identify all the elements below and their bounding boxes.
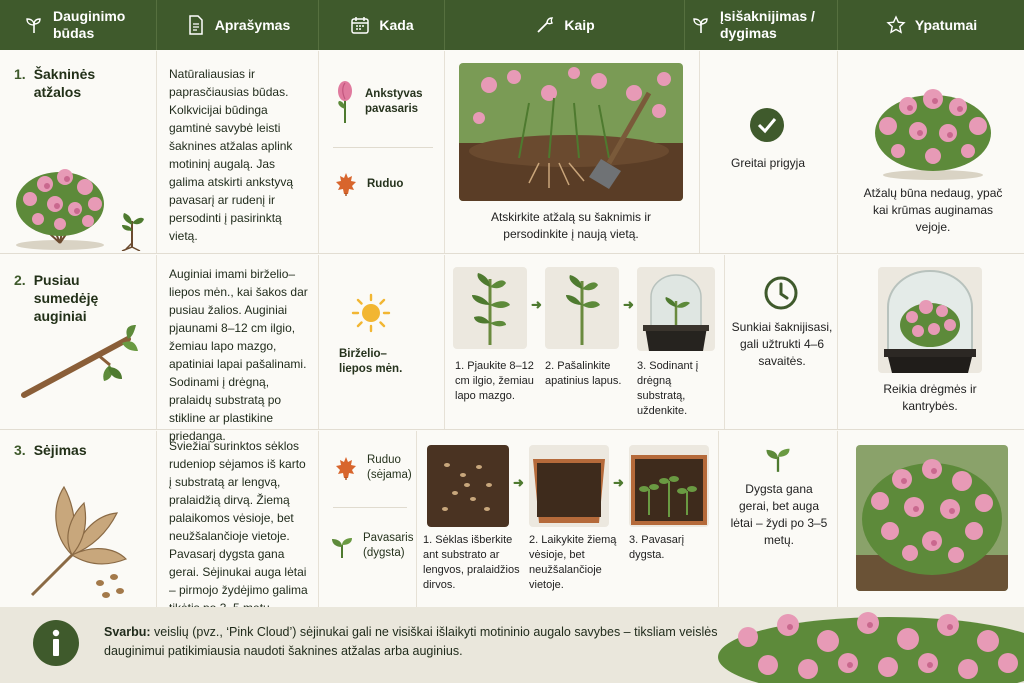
step-caption: 2. Pašalinkite apatinius lapus. <box>545 360 622 387</box>
header-method <box>0 0 157 50</box>
feature-text: Atžalų būna nedaug, ypač kai krūmas auginamas vejoje. <box>863 186 1003 234</box>
table-header <box>0 0 1024 50</box>
digging-photo <box>459 63 683 201</box>
table-row <box>0 51 1024 254</box>
step-caption: 3. Sodinant į drėgną substratą, uždenkite. <box>637 360 699 417</box>
flower-bud-icon <box>333 79 357 125</box>
when-item <box>333 79 429 125</box>
when-cell <box>319 51 445 253</box>
when-item <box>329 531 417 561</box>
when-item <box>333 171 403 197</box>
when-cell <box>319 255 445 429</box>
method-name: Pusiau sumedėję auginiai <box>33 272 99 324</box>
note-body: veislių (pvz., ‘Pink Cloud’) sėjinukai gali ne visiškai išlaikyti motininio augalo savybes – tiksliam veislės dauginimui patikimiausia naudoti šaknines atžalas arba auginius. <box>104 625 718 658</box>
header-features <box>838 0 1024 50</box>
seed-pod-illustration <box>22 475 140 603</box>
header-label: Kaip <box>564 16 595 33</box>
how-cell <box>445 51 700 253</box>
when-label: Pavasaris (dygsta) <box>363 532 414 559</box>
feature-cell <box>838 255 1024 429</box>
header-label: Ypatumai <box>914 16 978 33</box>
clock-icon <box>763 275 799 311</box>
step-caption: 1. Sėklas išberkite ant substrato ar lengvos, pralaidžios dirvos. <box>423 534 520 591</box>
row-number: 2. <box>14 272 26 288</box>
method-cell <box>0 431 157 607</box>
method-name: Šakninės atžalos <box>33 66 96 100</box>
header-how <box>445 0 685 50</box>
star-icon <box>885 14 907 36</box>
rooting-text: Dygsta gana gerai, bet auga lėtai – žydi po 3–5 metų. <box>730 482 828 547</box>
calendar-icon <box>349 14 371 36</box>
note-bold: Svarbu: <box>104 625 151 639</box>
row-number: 3. <box>14 442 26 458</box>
step-photo <box>545 267 619 349</box>
seedling-icon <box>763 443 793 473</box>
step-caption: 3. Pavasarį dygsta. <box>629 534 685 561</box>
description-text: Natūraliausias ir paprasčiausias būdas. Kolkvicijai būdinga gamtinė savybė leisti šaknines atžalas aplink motininį augalą. Jas galima atskirti ankstyvą pavasarį ar rudenį ir persodinti į pasirinktą vietą. <box>169 67 294 243</box>
divider <box>333 507 407 508</box>
feature-cell <box>838 431 1024 607</box>
description-text: Šviežiai surinktos sėklos rudeniop sėjamos iš karto į substratą ar lengvą, pralaidžią dirvą. Žiemą palaikomos vėsioje, bet neužšalančioje vietoje. Pavasarį dygsta gana gerai. Sėjinukai auga lėtai – pirmojo žydėjimo galima <box>169 439 308 597</box>
method-title <box>14 271 124 325</box>
step-photo <box>453 267 527 349</box>
arrow-icon: ➜ <box>531 297 542 312</box>
description-text: Auginiai imami birželio–liepos mėn., kai šakos dar pusiau žalios. Auginiai pjaunami 8–12 cm ilgio, žemiau lapo mazgo, apatiniai lapai pašalinami. Sodinami į drėgną, pralaidų substratą po stikline ar plastikine priedanga. <box>169 267 308 443</box>
maple-leaf-icon <box>333 455 359 481</box>
maple-leaf-icon <box>333 171 359 197</box>
description-cell <box>157 51 319 253</box>
sun-icon <box>351 293 391 333</box>
row-number: 1. <box>14 66 26 82</box>
sprout-icon <box>23 14 45 36</box>
when-label: Ruduo (sėjama) <box>367 454 412 481</box>
table-row <box>0 255 1024 443</box>
feature-text: Reikia drėgmės ir kantrybės. <box>883 382 977 413</box>
description-cell <box>157 255 319 443</box>
step-photo <box>529 445 609 527</box>
when-label: Birželio–liepos mėn. <box>339 348 403 375</box>
step-caption: 2. Laikykite žiemą vėsioje, bet neužšalančioje vietoje. <box>529 534 617 591</box>
method-name: Sėjimas <box>33 442 87 458</box>
table-row <box>0 431 1024 607</box>
feature-cell <box>838 51 1024 253</box>
method-title <box>14 65 114 101</box>
rooting-cell <box>700 51 838 253</box>
document-icon <box>185 14 207 36</box>
when-cell <box>319 431 417 607</box>
arrow-icon: ➜ <box>513 475 524 490</box>
header-when <box>319 0 445 50</box>
when-label: Ankstyvas pavasaris <box>365 88 423 115</box>
flowers-decoration <box>708 607 1024 683</box>
header-rooting <box>685 0 838 50</box>
method-cell <box>0 51 157 253</box>
note-text <box>104 623 724 661</box>
step-photo <box>427 445 509 527</box>
header-label: Dauginimo būdas <box>53 8 126 41</box>
info-icon <box>32 619 80 667</box>
step-photo <box>637 267 715 351</box>
arrow-icon: ➜ <box>613 475 624 490</box>
dome-plant-photo <box>878 267 982 373</box>
method-title <box>14 441 87 459</box>
step-photo <box>629 445 709 527</box>
seedling-icon <box>329 533 355 559</box>
how-cell <box>417 431 719 607</box>
step-caption: 1. Pjaukite 8–12 cm ilgio, žemiau lapo mazgo. <box>455 360 534 402</box>
header-label: Įsišaknijimas / dygimas <box>720 8 815 41</box>
header-label: Kada <box>379 16 414 33</box>
shrub-illustration <box>868 81 998 181</box>
arrow-icon: ➜ <box>623 297 634 312</box>
cutting-illustration <box>18 325 142 401</box>
tools-icon <box>534 14 556 36</box>
check-icon <box>749 107 785 143</box>
rooting-text: Greitai prigyja <box>730 156 806 170</box>
shrub-illustration <box>10 159 150 251</box>
how-caption: Atskirkite atžalą su šaknimis ir persodinkite į naują vietą. <box>490 210 652 241</box>
flowering-shrub-photo <box>856 445 1008 591</box>
sprout-icon <box>690 14 712 36</box>
when-label: Ruduo <box>367 177 404 190</box>
divider <box>333 147 433 148</box>
rooting-text: Sunkiai šaknijisasi, gali užtrukti 4–6 savaitės. <box>731 320 833 368</box>
description-cell <box>157 431 319 607</box>
how-cell <box>445 255 725 429</box>
rooting-cell <box>725 255 838 429</box>
when-item <box>333 453 413 483</box>
header-description <box>157 0 319 50</box>
rooting-cell <box>719 431 838 607</box>
header-label: Aprašymas <box>214 16 291 33</box>
method-cell <box>0 255 157 429</box>
